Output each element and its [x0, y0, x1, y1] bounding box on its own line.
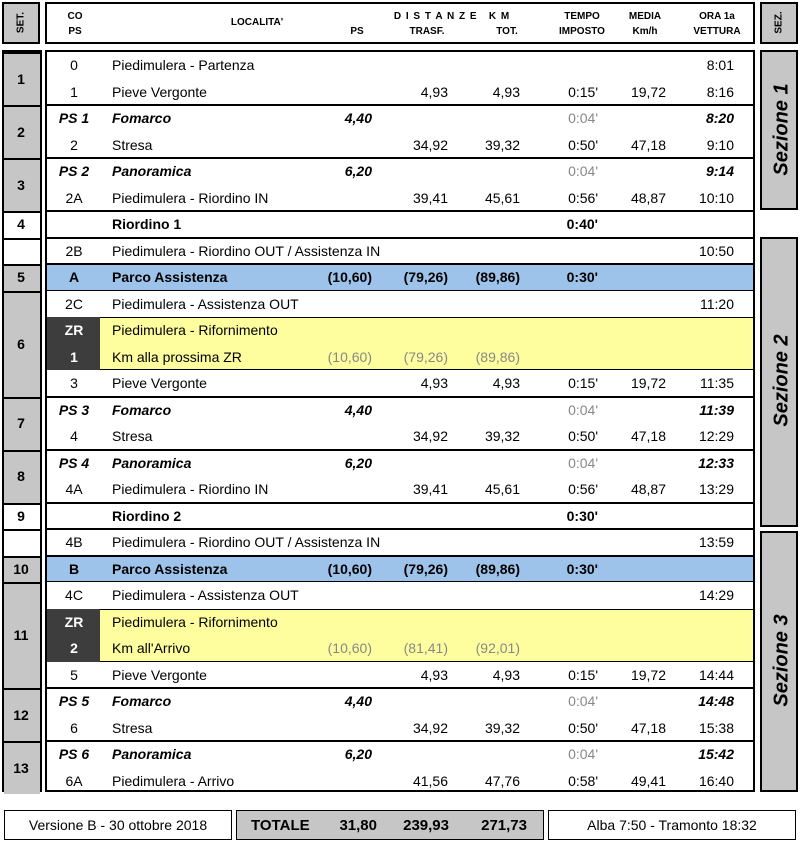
cell-co: 4A: [65, 481, 83, 497]
cell-localita: Parco Assistenza: [112, 560, 228, 577]
cell-co: 4C: [65, 587, 83, 603]
sector-number: 10: [13, 560, 29, 577]
cell-ps-km: (10,60): [327, 640, 372, 656]
cell-ora: 11:39: [699, 401, 734, 418]
row-separator: [46, 210, 754, 212]
cell-ora: 8:20: [705, 110, 734, 126]
cell-tempo: 0:04': [568, 163, 598, 179]
cell-trasf: 39,41: [412, 189, 448, 206]
cell-co: 4B: [65, 534, 83, 550]
cell-trasf: 4,93: [420, 375, 448, 391]
cell-co: 2A: [65, 189, 83, 206]
cell-tempo: 0:30': [566, 507, 598, 524]
footer-total-tot: 271,73: [481, 817, 527, 834]
cell-tempo: 0:04': [568, 401, 598, 418]
cell-ps-km: (10,60): [327, 348, 372, 365]
cell-co: ZR: [64, 322, 84, 338]
header-trasf: TRASF.: [409, 26, 445, 37]
header-tot: TOT.: [496, 26, 518, 37]
footer-total-box: [236, 810, 544, 840]
cell-tot: 39,32: [484, 428, 520, 444]
row-separator: [46, 263, 754, 265]
footer-total-ps: 31,80: [339, 817, 377, 834]
cell-localita: Piedimulera - Arrivo: [112, 772, 235, 789]
cell-tempo: 0:04': [568, 110, 598, 126]
section-box-3: [760, 531, 798, 792]
cell-localita: Fomarco: [112, 110, 172, 126]
row-separator: [46, 740, 754, 742]
cell-trasf: 41,56: [412, 772, 448, 789]
cell-ora: 13:29: [698, 481, 734, 497]
footer-version-box: [4, 810, 232, 840]
cell-tot: (89,86): [475, 269, 520, 285]
cell-co: 0: [70, 57, 78, 73]
cell-co: 2: [70, 136, 78, 153]
cell-localita: Piedimulera - Riordino IN: [112, 481, 269, 497]
sector-number: 6: [17, 335, 25, 352]
header-set-box: [2, 2, 40, 44]
cell-tempo: 0:56': [568, 189, 598, 206]
cell-ora: 12:33: [698, 454, 734, 471]
cell-co: 6A: [65, 772, 83, 789]
cell-localita: Fomarco: [112, 693, 172, 709]
cell-ps-km: 4,40: [344, 401, 372, 418]
header-sez-box: [760, 2, 798, 44]
footer-total-label: TOTALE: [251, 817, 310, 834]
cell-tot: (89,86): [475, 560, 520, 577]
header-tempo-1: TEMPO: [564, 11, 600, 22]
cell-localita: Piedimulera - Partenza: [112, 57, 255, 73]
cell-trasf: 39,41: [412, 481, 448, 497]
cell-co: 2B: [65, 242, 83, 259]
cell-media: 47,18: [630, 428, 666, 444]
header-media-1: MEDIA: [628, 11, 662, 22]
header-ps: PS: [68, 26, 82, 37]
cell-media: 19,72: [630, 375, 666, 391]
cell-localita: Parco Assistenza: [112, 269, 228, 285]
cell-localita: Pieve Vergonte: [112, 666, 207, 683]
cell-tempo: 0:56': [568, 481, 598, 497]
cell-ora: 15:38: [698, 719, 734, 736]
sector-number: 2: [17, 123, 25, 140]
cell-tempo: 0:50': [568, 428, 598, 444]
cell-tempo: 0:04': [568, 454, 598, 471]
header-localita: LOCALITA': [230, 17, 284, 28]
cell-localita: Piedimulera - Riordino OUT / Assistenza IN: [112, 534, 381, 550]
sector-number: 3: [17, 176, 25, 193]
cell-media: 48,87: [630, 481, 666, 497]
cell-localita: Riordino 1: [112, 216, 182, 232]
footer-sun: Alba 7:50 - Tramonto 18:32: [587, 817, 757, 833]
sector-number: 9: [17, 507, 25, 524]
cell-localita: Riordino 2: [112, 507, 182, 524]
cell-media: 48,87: [630, 189, 666, 206]
cell-localita: Piedimulera - Riordino OUT / Assistenza IN: [112, 242, 381, 259]
cell-ps-km: (10,60): [327, 269, 372, 285]
cell-tot: 45,61: [484, 189, 520, 206]
header-media-2: Km/h: [632, 26, 658, 37]
cell-ora: 15:42: [698, 746, 734, 762]
cell-localita: Piedimulera - Rifornimento: [112, 613, 278, 630]
cell-tot: 45,61: [484, 481, 520, 497]
cell-trasf: 4,93: [420, 666, 448, 683]
cell-tempo: 0:15': [568, 83, 598, 100]
cell-tempo: 0:30': [566, 269, 598, 285]
cell-media: 49,41: [630, 772, 666, 789]
cell-ora: 14:48: [698, 693, 734, 709]
footer-version: Versione B - 30 ottobre 2018: [28, 817, 208, 833]
cell-tempo: 0:04': [568, 693, 598, 709]
cell-co: B: [68, 560, 80, 577]
cell-ora: 9:14: [705, 163, 734, 179]
cell-trasf: 34,92: [412, 428, 448, 444]
cell-localita: Pieve Vergonte: [112, 375, 207, 391]
header-co: CO: [67, 11, 83, 22]
sector-number: 12: [13, 706, 29, 723]
cell-tempo: 0:30': [566, 560, 598, 577]
cell-trasf: 34,92: [412, 136, 448, 153]
cell-ora: 8:01: [706, 57, 734, 73]
cell-tot: 4,93: [492, 666, 520, 683]
cell-co: PS 2: [58, 163, 90, 179]
cell-ora: 14:44: [698, 666, 734, 683]
section-label-3: Sezione 3: [770, 614, 793, 707]
cell-tempo: 0:04': [568, 746, 598, 762]
header-main-box: [45, 2, 755, 44]
cell-media: 19,72: [630, 666, 666, 683]
cell-ora: 13:59: [698, 534, 734, 550]
cell-localita: Km all'Arrivo: [112, 640, 191, 656]
cell-localita: Piedimulera - Rifornimento: [112, 322, 278, 338]
cell-trasf: 34,92: [412, 719, 448, 736]
cell-media: 19,72: [630, 83, 666, 100]
row-separator: [46, 449, 754, 451]
cell-ora: 8:16: [706, 83, 734, 100]
cell-localita: Stresa: [112, 428, 153, 444]
cell-co: PS 1: [58, 110, 90, 126]
cell-tempo: 0:40': [566, 216, 598, 232]
cell-localita: Panoramica: [112, 454, 192, 471]
cell-tot: 4,93: [492, 375, 520, 391]
cell-tempo: 0:15': [568, 375, 598, 391]
sector-number: 4: [17, 216, 25, 233]
cell-tot: 47,76: [484, 772, 520, 789]
cell-tempo: 0:50': [568, 719, 598, 736]
cell-tempo: 0:15': [568, 666, 598, 683]
cell-ora: 12:29: [698, 428, 734, 444]
cell-ora: 9:10: [706, 136, 734, 153]
cell-media: 47,18: [630, 136, 666, 153]
section-label-1: Sezione 1: [770, 83, 793, 176]
sector-number: 7: [17, 415, 25, 431]
header-sez: SEZ.: [773, 11, 785, 34]
sector-number: 1: [17, 70, 25, 87]
row-separator: [46, 104, 754, 106]
cell-ora: 11:35: [700, 375, 734, 391]
cell-co: 1: [70, 348, 78, 365]
row-separator: [46, 396, 754, 398]
header-ora-1: ORA 1a: [699, 11, 735, 22]
cell-co: 5: [70, 666, 78, 683]
cell-tempo: 0:58': [568, 772, 598, 789]
header-set: SET.: [15, 11, 27, 34]
header-distanze: D I S T A N Z E K M: [393, 11, 511, 22]
cell-ora: 14:29: [698, 587, 734, 603]
cell-ps-km: 6,20: [344, 746, 372, 762]
section-box-2: [760, 237, 798, 527]
cell-tempo: 0:50': [568, 136, 598, 153]
cell-localita: Stresa: [112, 136, 153, 153]
footer-sun-box: [548, 810, 796, 840]
cell-trasf: (79,26): [403, 348, 448, 365]
sector-number: 5: [17, 269, 25, 286]
cell-ps-km: 6,20: [344, 454, 372, 471]
cell-ps-km: 6,20: [344, 163, 372, 179]
cell-ora: 11:20: [700, 295, 734, 312]
cell-co: 2C: [65, 295, 83, 312]
section-label-2: Sezione 2: [770, 334, 793, 427]
row-separator: [46, 687, 754, 689]
cell-co: PS 5: [58, 693, 90, 709]
cell-tot: 4,93: [492, 83, 520, 100]
cell-localita: Panoramica: [112, 746, 192, 762]
section-box-1: [760, 50, 798, 210]
cell-localita: Piedimulera - Assistenza OUT: [112, 587, 299, 603]
cell-ps-km: (10,60): [327, 560, 372, 577]
cell-trasf: 4,93: [420, 83, 448, 100]
cell-co: ZR: [64, 613, 84, 630]
cell-media: 47,18: [630, 719, 666, 736]
cell-localita: Pieve Vergonte: [112, 83, 207, 100]
cell-tot: (89,86): [475, 348, 520, 365]
cell-ora: 16:40: [698, 772, 734, 789]
footer-total-trasf: 239,93: [403, 817, 449, 834]
sector-cell: [4, 238, 40, 265]
header-ps-col: PS: [350, 26, 364, 37]
row-separator: [46, 157, 754, 159]
row-separator: [46, 502, 754, 504]
cell-tot: (92,01): [475, 640, 520, 656]
sector-cell: [4, 529, 40, 556]
sector-number: 8: [17, 468, 25, 484]
cell-localita: Piedimulera - Riordino IN: [112, 189, 269, 206]
cell-tot: 39,32: [484, 719, 520, 736]
header-tempo-2: IMPOSTO: [559, 26, 605, 37]
row-separator: [46, 528, 754, 530]
cell-co: 6: [70, 719, 78, 736]
cell-co: 3: [70, 375, 78, 391]
row-separator: [46, 555, 754, 557]
sector-number: 11: [13, 627, 29, 643]
cell-co: 2: [70, 640, 78, 656]
cell-localita: Km alla prossima ZR: [112, 348, 242, 365]
cell-co: PS 4: [58, 454, 90, 471]
cell-tot: 39,32: [484, 136, 520, 153]
cell-localita: Fomarco: [112, 401, 172, 418]
sector-number: 13: [13, 759, 29, 776]
header-ora-2: VETTURA: [693, 26, 741, 37]
cell-ps-km: 4,40: [344, 110, 372, 126]
cell-ora: 10:50: [698, 242, 734, 259]
cell-co: 1: [70, 83, 78, 100]
cell-trasf: (79,26): [403, 560, 448, 577]
cell-localita: Piedimulera - Assistenza OUT: [112, 295, 299, 312]
cell-co: PS 6: [58, 746, 90, 762]
cell-co: A: [68, 269, 80, 285]
cell-co: PS 3: [58, 401, 90, 418]
cell-localita: Stresa: [112, 719, 153, 736]
cell-trasf: (79,26): [403, 269, 448, 285]
row-separator: [46, 237, 754, 239]
cell-co: 4: [70, 428, 78, 444]
cell-localita: Panoramica: [112, 163, 192, 179]
cell-ora: 10:10: [698, 189, 734, 206]
cell-ps-km: 4,40: [344, 693, 372, 709]
cell-trasf: (81,41): [403, 640, 448, 656]
